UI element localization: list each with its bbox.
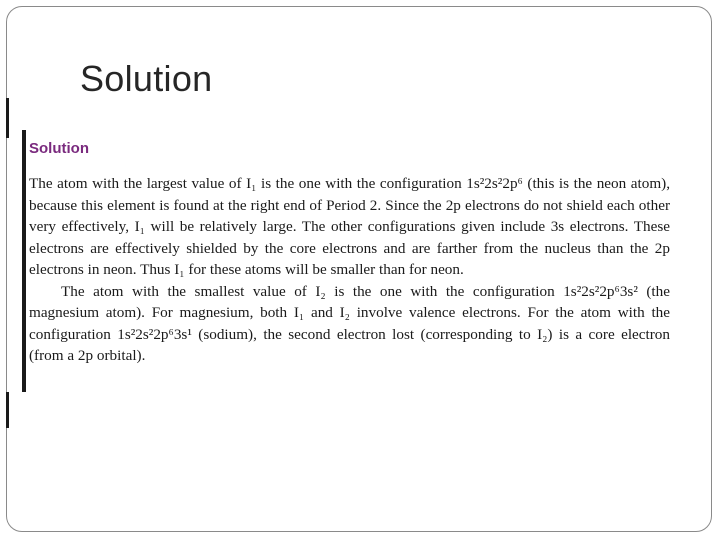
- excerpt-body: [29, 173, 670, 367]
- excerpt-heading: Solution: [29, 140, 89, 157]
- textbook-excerpt-image: [22, 130, 702, 392]
- left-edge-mark-bottom: [6, 392, 9, 428]
- excerpt-paragraph-1: The atom with the largest value of I₁ is the one with the configuration 1s²2s²2p⁶ (this is the neon atom), because this element is found at the right end of Period 2. Since the 2p electrons do not shield each other very effectively, I₁ will be relatively large. The other configurations given include 3s electrons. These electrons are effectively shielded by the core electrons and are farther from the nucleus than the 2p electrons in neon. Thus I₁ for these atoms will be smaller than for neon.: [29, 175, 670, 278]
- excerpt-left-edge: [22, 130, 26, 392]
- left-edge-mark-top: [6, 98, 9, 138]
- excerpt-paragraph-2: The atom with the smallest value of I₂ is the one with the configuration 1s²2s²2p⁶3s² (the magnesium atom). For magnesium, both I₁ and I₂ involve valence electrons. For the atom with the configuration 1s²2s²2p⁶3s¹ (sodium), the second electron lost (corresponding to I₂) is a core electron (from a 2p orbital).: [29, 282, 670, 364]
- slide-title: Solution: [80, 58, 213, 99]
